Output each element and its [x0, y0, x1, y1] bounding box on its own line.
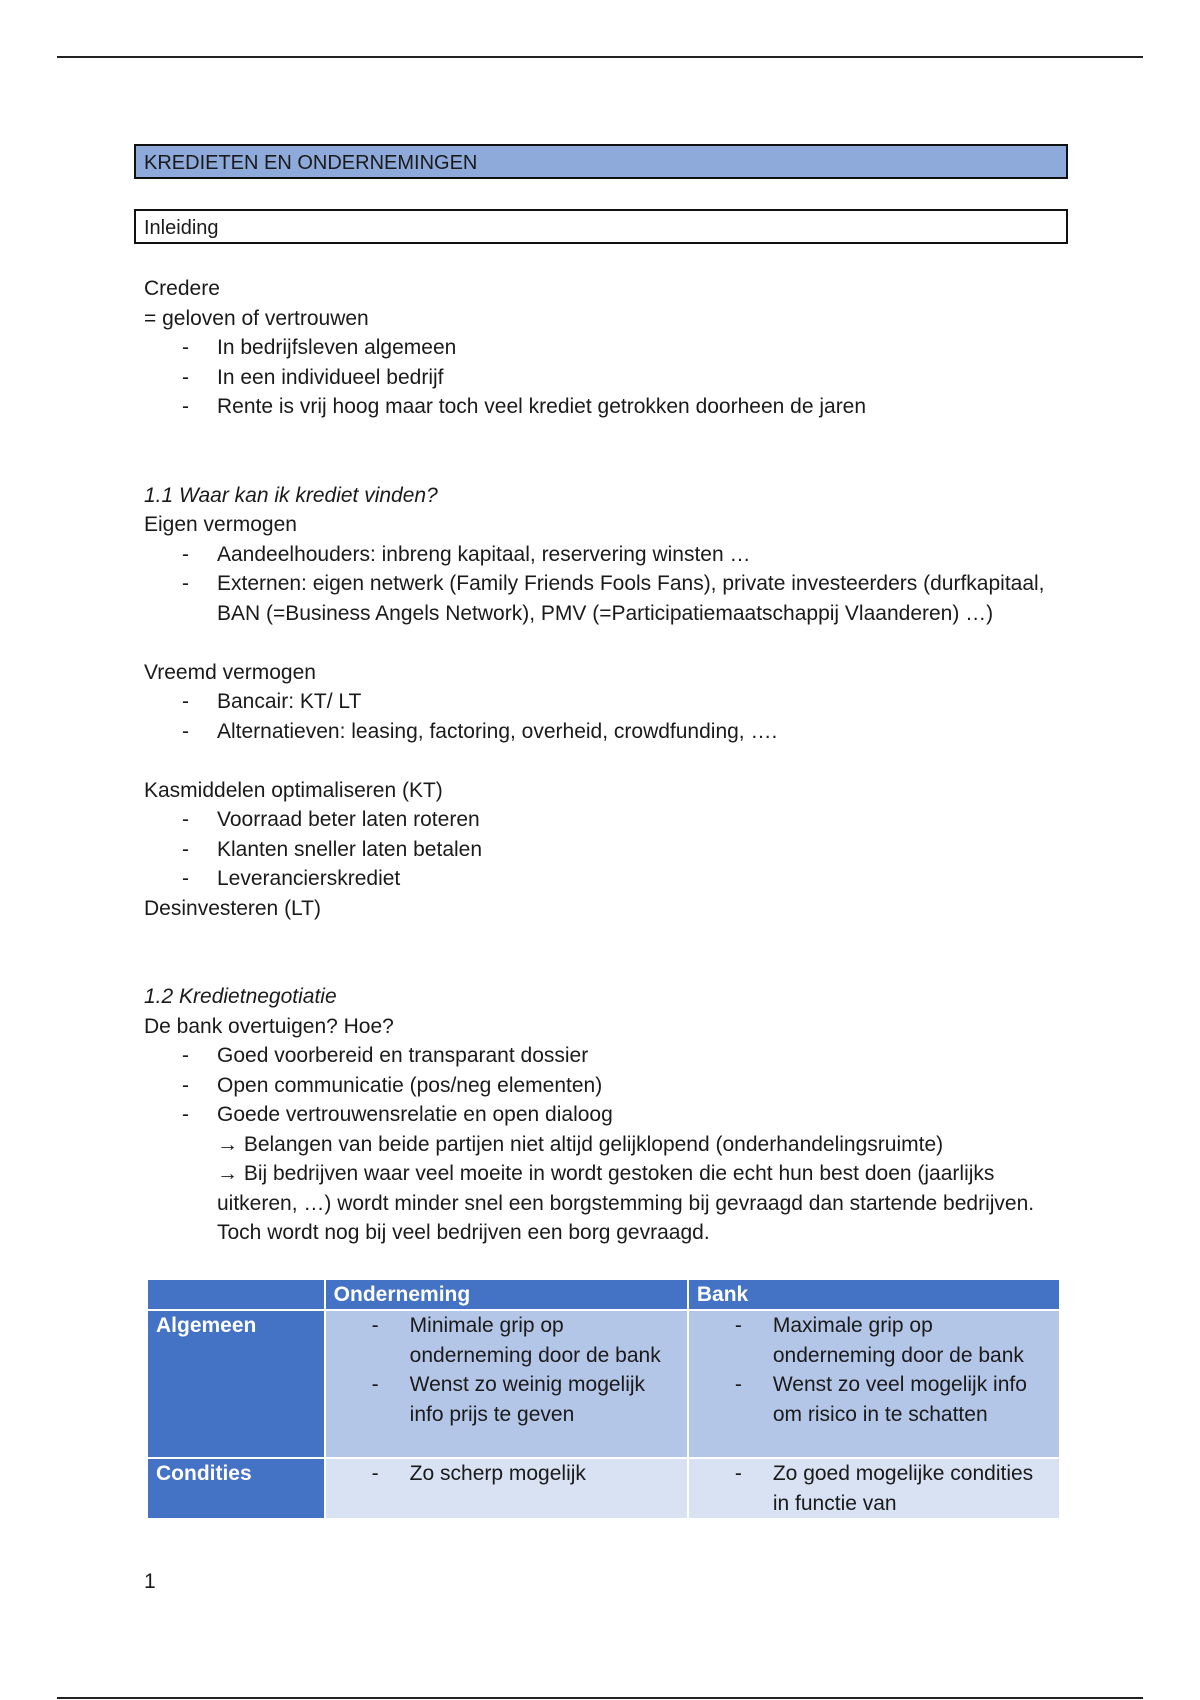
list-item: - Wenst zo weinig mogelijk info prijs te geven: [371, 1373, 646, 1426]
desinvesteren-label: Desinvesteren (LT): [144, 896, 322, 920]
list-item: - Aandeelhouders: inbreng kapitaal, reservering winsten …: [182, 542, 751, 566]
credere-definition: = geloven of vertrouwen: [144, 306, 369, 330]
body-text: [134, 274, 1068, 1248]
list-item: - In bedrijfsleven algemeen: [182, 336, 457, 359]
list-item: - Rente is vrij hoog maar toch veel krediet getrokken doorheen de jaren: [182, 395, 867, 418]
list-item: - Wenst zo veel mogelijk info om risico in te schatten: [734, 1373, 1027, 1426]
credere-term: Credere: [144, 277, 220, 300]
table-cell: [325, 1458, 688, 1519]
arrow-note: → Belangen van beide partijen niet altijd gelijklopend (onderhandelingsruimte): [217, 1132, 944, 1156]
kredietnegotiatie-list: [144, 1041, 1068, 1130]
table-row: [147, 1458, 1060, 1519]
table-row-header: Algemeen: [147, 1310, 325, 1458]
page-bottom-rule: [57, 1697, 1143, 1699]
list-item: - Goede vertrouwensrelatie en open dialoog: [182, 1103, 613, 1126]
document-page: [134, 144, 1068, 1520]
kasmiddelen-list: [144, 805, 1068, 894]
credere-list: [144, 333, 1068, 422]
list-item: - Goed voorbereid en transparant dossier: [182, 1044, 589, 1067]
eigen-vermogen-label: Eigen vermogen: [144, 513, 297, 536]
table-row-header: Condities: [147, 1458, 325, 1519]
arrow-note: → Bij bedrijven waar veel moeite in wordt gestoken die echt hun best doen (jaarlijks uitkeren, …) wordt minder snel een borgstemming bij gevraagd dan startende bedrijven. Toch wordt nog bij veel bedrijven een borg gevraagd.: [217, 1162, 1035, 1244]
list-item: - Zo goed mogelijke condities in functie van: [734, 1462, 1034, 1515]
list-item: - Minimale grip op onderneming door de bank: [371, 1314, 661, 1367]
table-cell: [325, 1310, 688, 1458]
section-heading-inleiding: Inleiding: [134, 209, 1068, 244]
table-header-cell: [147, 1279, 325, 1311]
list-item: - Bancair: KT/ LT: [182, 690, 362, 713]
table-header-cell: Onderneming: [325, 1279, 688, 1311]
list-item: - Klanten sneller laten betalen: [182, 837, 483, 861]
eigen-vermogen-list: [144, 540, 1068, 629]
list-item: - Externen: eigen netwerk (Family Friends Fools Fans), private investeerders (durfkapitaal, BAN (=Business Angels Network), PMV (=Participatiemaatschappij Vlaanderen) …): [182, 572, 1045, 625]
list-item: - In een individueel bedrijf: [182, 365, 444, 389]
list-item: - Zo scherp mogelijk: [371, 1462, 586, 1485]
list-item: - Alternatieven: leasing, factoring, overheid, crowdfunding, ….: [182, 719, 778, 743]
section-heading-1-1: 1.1 Waar kan ik krediet vinden?: [144, 483, 438, 507]
kasmiddelen-label: Kasmiddelen optimaliseren (KT): [144, 778, 443, 802]
vreemd-vermogen-list: [144, 687, 1068, 746]
document-title: KREDIETEN EN ONDERNEMINGEN: [134, 144, 1068, 179]
table-header-cell: Bank: [688, 1279, 1060, 1311]
list-item: - Leverancierskrediet: [182, 867, 401, 890]
kredietnegotiatie-question: De bank overtuigen? Hoe?: [144, 1014, 394, 1038]
list-item: - Maximale grip op onderneming door de bank: [734, 1314, 1024, 1367]
table-cell: [688, 1458, 1060, 1519]
section-heading-1-2: 1.2 Kredietnegotiatie: [144, 985, 337, 1008]
comparison-table: [146, 1278, 1061, 1521]
table-header-row: [147, 1279, 1060, 1311]
list-item: - Voorraad beter laten roteren: [182, 808, 480, 831]
page-top-rule: [57, 56, 1143, 58]
page-number: 1: [144, 1570, 156, 1593]
table-cell: [688, 1310, 1060, 1458]
list-item: - Open communicatie (pos/neg elementen): [182, 1073, 603, 1097]
table-row: [147, 1310, 1060, 1458]
vreemd-vermogen-label: Vreemd vermogen: [144, 660, 316, 684]
